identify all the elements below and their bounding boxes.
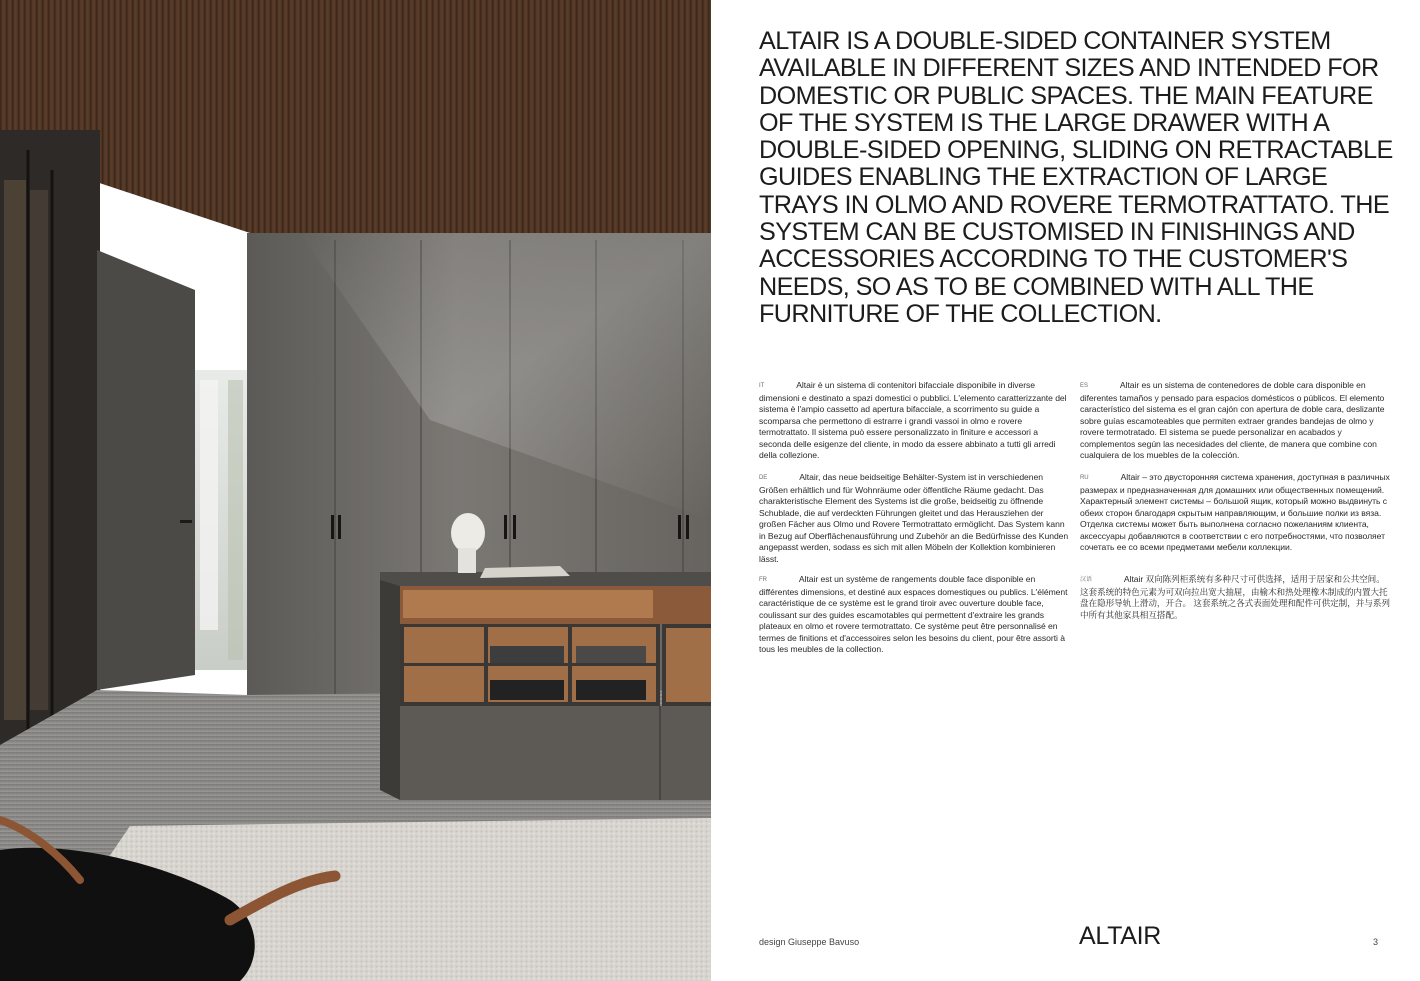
paragraph-de-text: Altair, das neue beidseitige Behälter-System ist in verschiedenen Größen erhältlich und für Wohnräume oder öffentliche Räume gedacht. Das charakteristische Element des Systems ist die große, beidseitig zu öffnende Schublade, die auf verdeckten Führungen gleitet und das Herausziehen der großen Fächer aus Olmo und Rovere Termotrattato ermöglicht. Das System kann in Bezug auf Oberflächenausführung und Zubehör an die Bedürfnisse des Kunden angepasst werden, sodass es sich mit allen Möbeln der Kollektion kombinieren lässt. [759,472,1069,564]
page-number: 3 [1373,937,1379,947]
paragraph-it [759,380,1069,462]
text-page [711,0,1420,981]
designer-credit: design Giuseppe Bavuso [759,937,860,947]
lang-code-it: IT [759,383,765,389]
paragraph-it-text: Altair è un sistema di contenitori bifacciale disponibile in diverse dimensioni e destinato a spazi domestici o pubblici. L'elemento caratterizzante del sistema è l'ampio cassetto ad apertura bifacciale, a scorrimento su guide a scomparsa che permettono di estrarre i grandi vassoi in olmo e rovere termotrattato. Il sistema può essere personalizzato in finiture e accessori a seconda delle esigenze del cliente, in modo da essere abbinato a tutti gli arredi della collezione. [759,380,1067,460]
lang-code-fr: FR [759,577,767,583]
headline: ALTAIR IS A DOUBLE-SIDED CONTAINER SYSTEM AVAILABLE IN DIFFERENT SIZES AND INTENDED FOR DOMESTIC OR PUBLIC SPACES. THE MAIN FEATURE OF THE SYSTEM IS THE LARGE DRAWER WITH A DOUBLE-SIDED OPENING, SLIDING ON RETRACTABLE GUIDES ENABLING THE EXTRACTION OF LARGE TRAYS IN OLMO AND ROVERE TERMOTRATTATO. THE SYSTEM CAN BE CUSTOMISED IN FINISHINGS AND ACCESSORIES ACCORDING TO THE CUSTOMER'S NEEDS, SO AS TO BE COMBINED WITH ALL THE FURNITURE OF THE COLLECTION. [759,27,1393,328]
paragraph-ru-text: Altair – это двусторонняя система хранения, доступная в различных размерах и предназначенная для домашних или общественных помещений. Характерный элемент системы – большой ящик, который можно выдвинуть с обеих сторон благодаря скрытым направляющим, и большие полки из вяза. Отделка системы может быть выполнена согласно пожеланиям клиента, аксессуары добавляются в соответствии с его потребностями, что позволяет сочетать ее со всеми предметами мебели коллекции. [1080,472,1390,552]
lang-code-ru: RU [1080,475,1089,481]
paragraph-zh [1080,574,1390,621]
paragraph-fr [759,574,1069,656]
paragraph-ru [1080,472,1390,554]
paragraph-fr-text: Altair est un système de rangements double face disponible en différentes dimensions, et destiné aux espaces domestiques ou publics. L'élément caractéristique de ce système est le grand tiroir avec ouverture double face, coulissant sur des guides escamotables qui permettent d'extraire les grands plateaux en olmo et rovere termotrattato. Ce système peut être personnalisé en termes de finitions et d'accessoires selon les besoins du client, pour être assorti à tous les meubles de la collection. [759,574,1068,654]
paragraph-de [759,472,1069,565]
paragraph-es [1080,380,1390,462]
paragraph-zh-text: Altair 双向陈列柜系统有多种尺寸可供选择，适用于居家和公共空间。这套系统的特色元素为可双向拉出宽大抽屉，由榆木和热处理橡木制成的内置大托盘在隐形导轨上滑动，开合。 这套系统之各式表面处理和配件可供定制，并与系列中所有其他家具相互搭配。 [1080,574,1390,620]
lang-code-es: ES [1080,383,1088,389]
paragraph-es-text: Altair es un sistema de contenedores de doble cara disponible en diferentes tamaños y pensado para espacios domésticos o públicos. El elemento característico del sistema es el gran cajón con apertura de doble cara, deslizante sobre guías escamoteables que permiten extraer grandes bandejas de olmo y rovere termotratado. El sistema se puede personalizar en acabados y complementos según las necesidades del cliente, de manera que combine con cualquiera de los muebles de la colección. [1080,380,1385,460]
lang-code-de: DE [759,475,768,481]
lang-code-zh: 汉语 [1080,577,1092,583]
brand-name: ALTAIR [1079,922,1162,950]
